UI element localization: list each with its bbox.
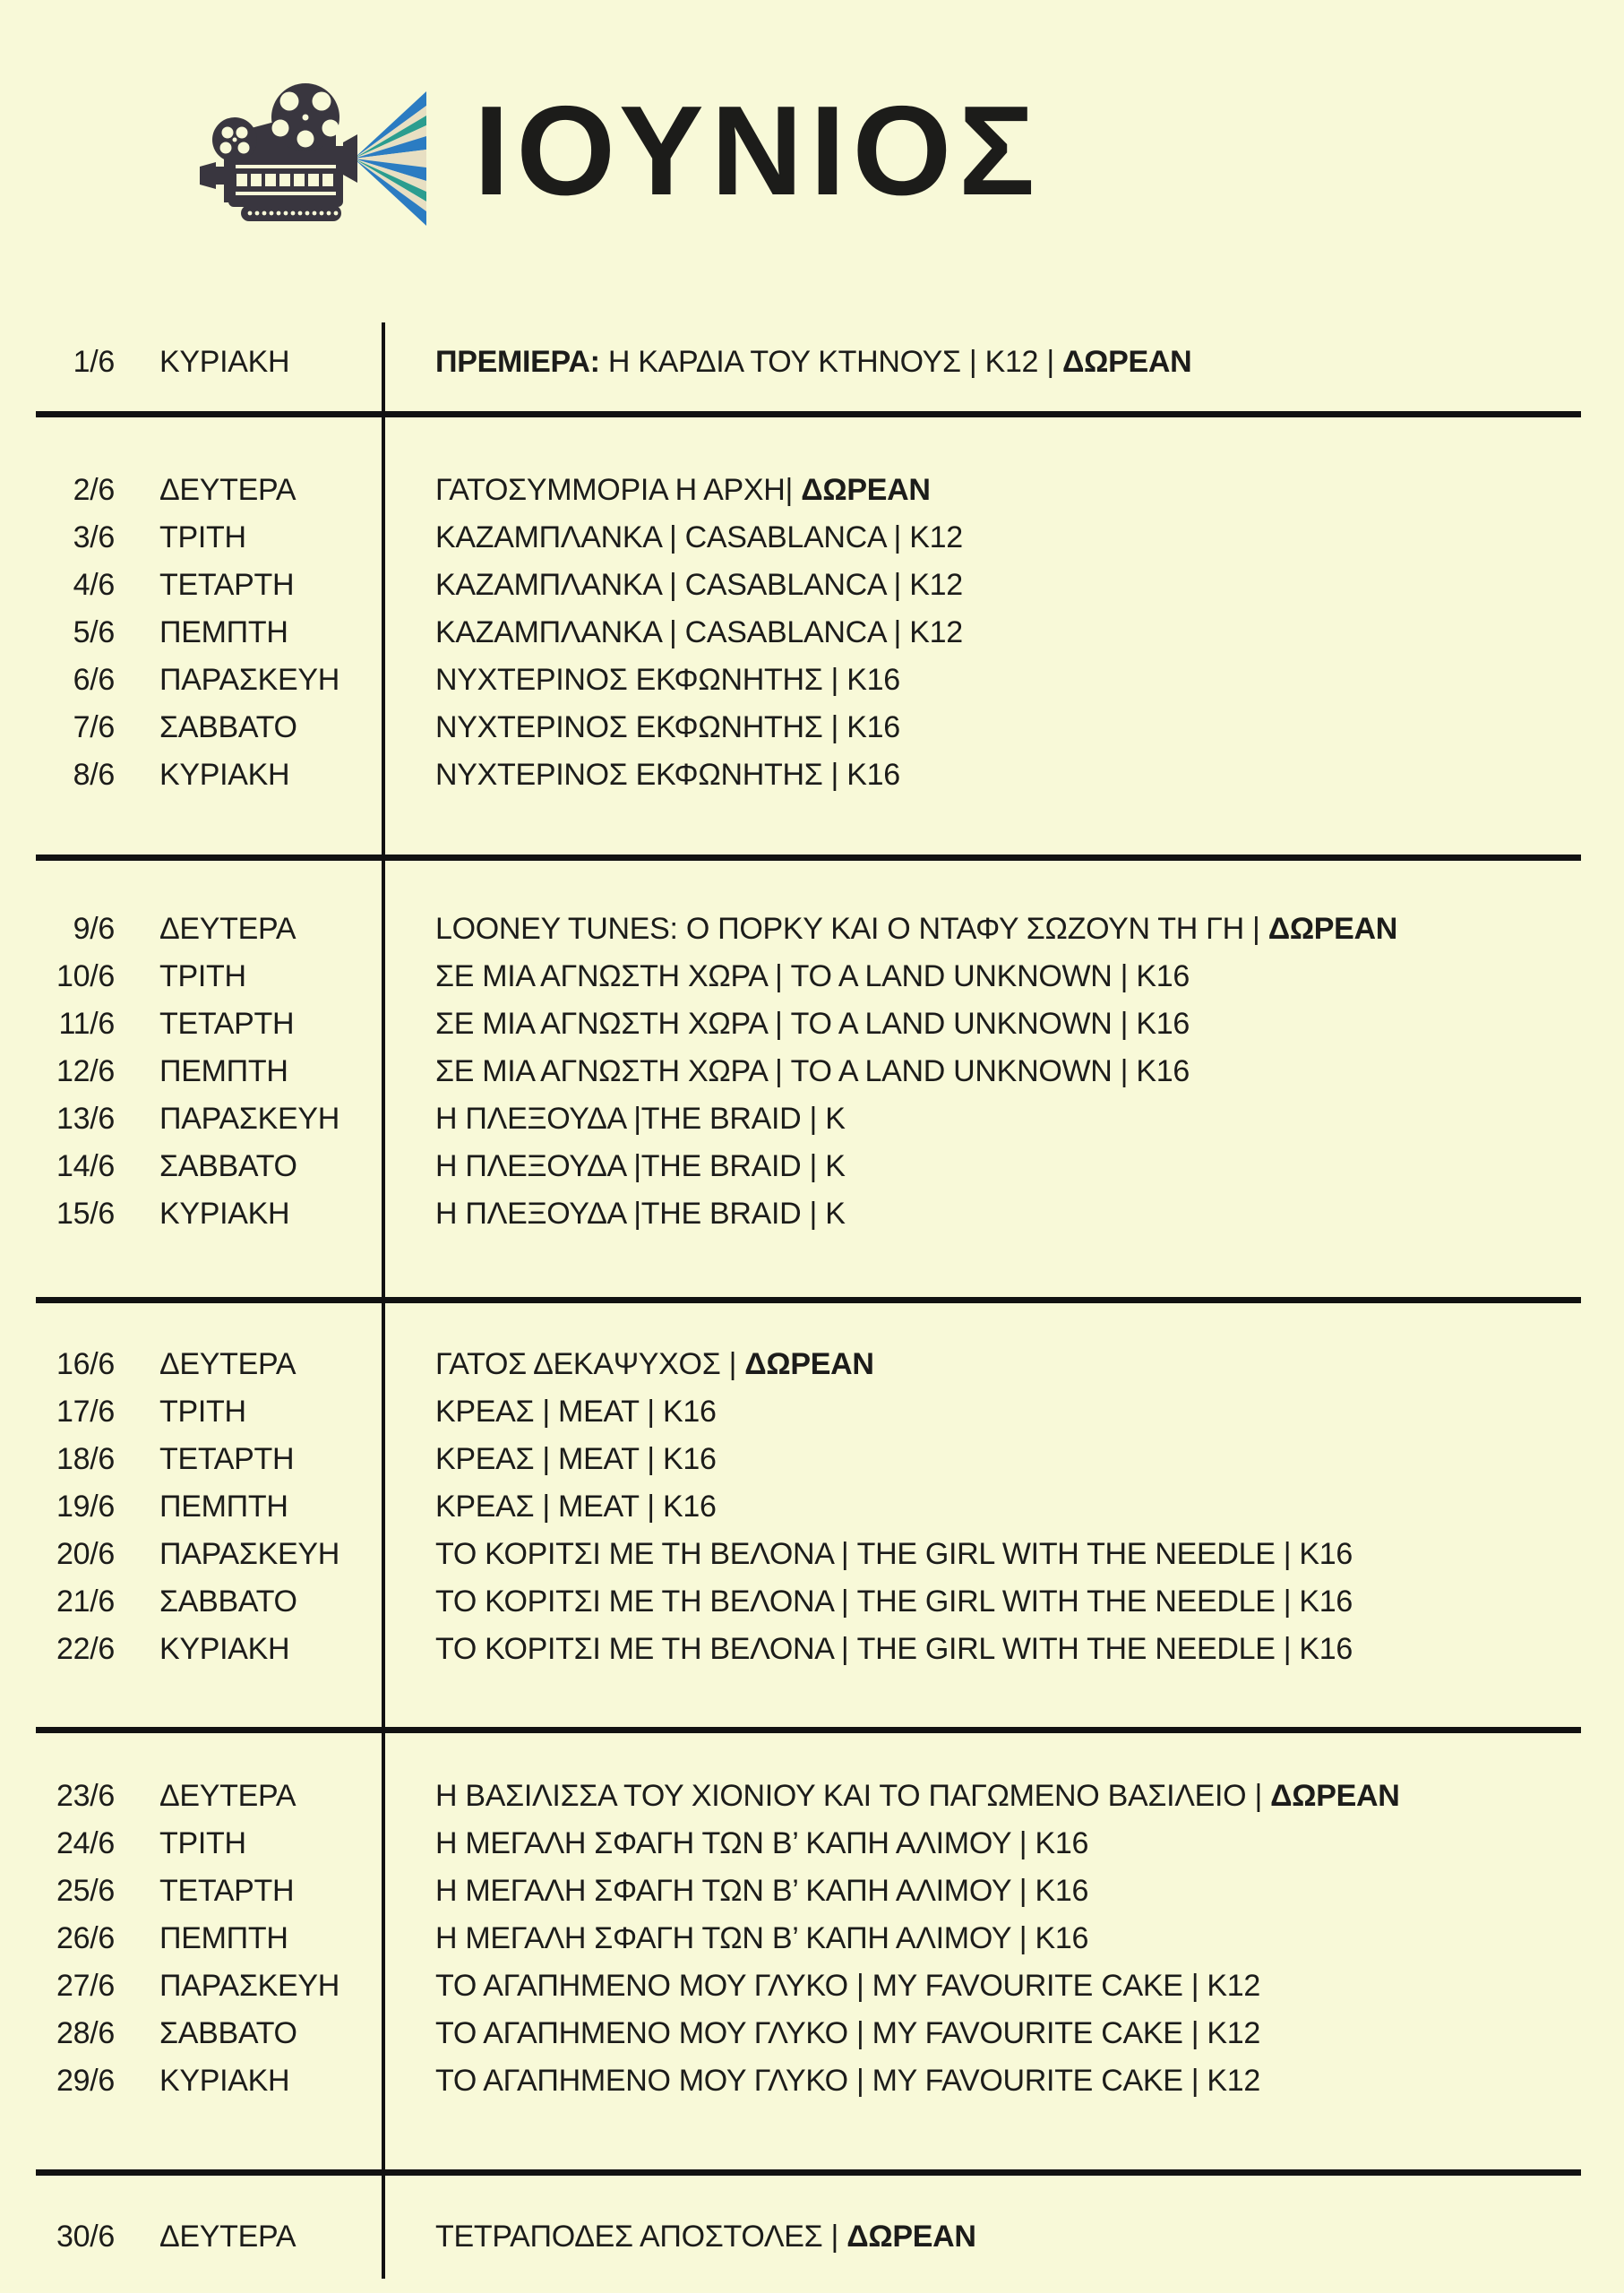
day-cell: ΚΥΡΙΑΚΗ — [159, 1197, 290, 1231]
schedule-row — [36, 1868, 1581, 1915]
date-cell: 8/6 — [73, 758, 115, 792]
program-cell — [435, 912, 1397, 947]
program-text: Η ΚΑΡΔΙΑ ΤΟΥ ΚΤΗΝΟΥΣ | Κ12 | — [599, 345, 1062, 379]
schedule-row — [36, 2213, 1581, 2261]
schedule-row — [36, 1048, 1581, 1095]
program-text: Η ΜΕΓΑΛΗ ΣΦΑΓΗ ΤΩΝ Β’ ΚΑΠΗ ΑΛΙΜΟΥ | Κ16 — [435, 1921, 1089, 1955]
schedule-row — [36, 1190, 1581, 1238]
program-cell — [435, 1102, 846, 1137]
program-text: ΤΟ ΚΟΡΙΤΣΙ ΜΕ ΤΗ ΒΕΛΟΝΑ | THE GIRL WITH THE NEEDLE | Κ16 — [435, 1632, 1353, 1666]
date-cell: 28/6 — [56, 2016, 115, 2050]
date-cell: 21/6 — [56, 1584, 115, 1619]
day-cell: ΣΑΒΒΑΤΟ — [159, 710, 297, 744]
schedule-row — [36, 562, 1581, 609]
schedule-row — [36, 514, 1581, 562]
program-text: ΚΡΕΑΣ | MEAT | Κ16 — [435, 1490, 717, 1524]
day-cell: ΤΕΤΑΡΤΗ — [159, 1442, 295, 1476]
day-cell: ΤΡΙΤΗ — [159, 959, 246, 993]
program-text: ΤΟ ΚΟΡΙΤΣΙ ΜΕ ΤΗ ΒΕΛΟΝΑ | THE GIRL WITH THE NEEDLE | Κ16 — [435, 1584, 1353, 1619]
program-text: Η ΠΛΕΞΟΥΔΑ |THE BRAID | Κ — [435, 1197, 846, 1231]
schedule-row — [36, 1095, 1581, 1143]
date-cell: 1/6 — [73, 345, 115, 379]
program-emphasis: ΔΩΡΕΑΝ — [801, 473, 931, 507]
date-cell: 7/6 — [73, 710, 115, 744]
schedule-section — [36, 2176, 1581, 2279]
schedule-section — [36, 322, 1581, 417]
schedule-row — [36, 2057, 1581, 2105]
program-cell — [435, 663, 900, 698]
program-cell — [435, 1921, 1088, 1956]
program-cell — [435, 1826, 1088, 1861]
program-cell — [435, 959, 1190, 994]
day-cell: ΠΕΜΠΤΗ — [159, 1054, 288, 1088]
date-cell: 29/6 — [56, 2064, 115, 2098]
date-cell: 4/6 — [73, 568, 115, 602]
day-cell: ΠΑΡΑΣΚΕΥΗ — [159, 1969, 339, 2003]
schedule-section — [36, 1303, 1581, 1733]
day-cell: ΔΕΥΤΕΡΑ — [159, 1347, 296, 1381]
program-cell — [435, 710, 900, 745]
program-text: ΣΕ ΜΙΑ ΑΓΝΩΣΤΗ ΧΩΡΑ | TO A LAND UNKNOWN | Κ16 — [435, 1007, 1190, 1041]
schedule-row — [36, 657, 1581, 704]
schedule-row — [36, 751, 1581, 799]
schedule-row — [36, 953, 1581, 1001]
date-cell: 13/6 — [56, 1102, 115, 1136]
program-text: ΤΟ ΚΟΡΙΤΣΙ ΜΕ ΤΗ ΒΕΛΟΝΑ | THE GIRL WITH THE NEEDLE | Κ16 — [435, 1537, 1353, 1571]
program-text: ΤΕΤΡΑΠΟΔΕΣ ΑΠΟΣΤΟΛΕΣ | — [435, 2220, 847, 2254]
program-cell — [435, 1054, 1190, 1089]
schedule-section — [36, 417, 1581, 861]
program-cell — [435, 1007, 1190, 1042]
program-text: Η ΜΕΓΑΛΗ ΣΦΑΓΗ ΤΩΝ Β’ ΚΑΠΗ ΑΛΙΜΟΥ | Κ16 — [435, 1826, 1089, 1860]
schedule-row — [36, 1626, 1581, 1673]
schedule-row — [36, 1962, 1581, 2010]
program-emphasis: ΔΩΡΕΑΝ — [846, 2220, 976, 2254]
schedule-row — [36, 1578, 1581, 1626]
day-cell: ΔΕΥΤΕΡΑ — [159, 2220, 296, 2254]
program-emphasis: ΔΩΡΕΑΝ — [1267, 912, 1398, 946]
date-cell: 23/6 — [56, 1779, 115, 1813]
schedule-row — [36, 1531, 1581, 1578]
header — [0, 0, 1624, 239]
program-cell — [435, 1347, 874, 1382]
program-emphasis: ΔΩΡΕΑΝ — [1062, 345, 1192, 379]
day-cell: ΤΡΙΤΗ — [159, 1395, 246, 1429]
program-text: ΚΑΖΑΜΠΛΑΝΚΑ | CASABLANCA | Κ12 — [435, 615, 963, 649]
day-cell: ΠΕΜΠΤΗ — [159, 615, 288, 649]
schedule-row — [36, 704, 1581, 751]
day-cell: ΠΕΜΠΤΗ — [159, 1490, 288, 1524]
date-cell: 6/6 — [73, 663, 115, 697]
month-title: ΙΟΥΝΙΟΣ — [474, 79, 1043, 222]
day-cell: ΠΑΡΑΣΚΕΥΗ — [159, 663, 339, 697]
day-cell: ΠΑΡΑΣΚΕΥΗ — [159, 1102, 339, 1136]
date-cell: 19/6 — [56, 1490, 115, 1524]
date-cell: 14/6 — [56, 1149, 115, 1183]
day-cell: ΚΥΡΙΑΚΗ — [159, 2064, 290, 2098]
program-cell — [435, 520, 963, 555]
day-cell: ΣΑΒΒΑΤΟ — [159, 1584, 297, 1619]
schedule-row — [36, 906, 1581, 953]
date-cell: 2/6 — [73, 473, 115, 507]
program-emphasis: ΠΡΕΜΙΕΡΑ: — [435, 345, 600, 379]
program-text: ΣΕ ΜΙΑ ΑΓΝΩΣΤΗ ΧΩΡΑ | TO A LAND UNKNOWN | Κ16 — [435, 1054, 1190, 1088]
schedule-row — [36, 1773, 1581, 1820]
program-text: ΣΕ ΜΙΑ ΑΓΝΩΣΤΗ ΧΩΡΑ | TO A LAND UNKNOWN | Κ16 — [435, 959, 1190, 993]
date-cell: 15/6 — [56, 1197, 115, 1231]
film-projector-icon — [191, 64, 460, 238]
schedule-row — [36, 1001, 1581, 1048]
schedule-row — [36, 1341, 1581, 1388]
schedule-row — [36, 1915, 1581, 1962]
program-text: ΚΡΕΑΣ | MEAT | Κ16 — [435, 1442, 717, 1476]
day-cell: ΔΕΥΤΕΡΑ — [159, 912, 296, 946]
date-cell: 10/6 — [56, 959, 115, 993]
schedule — [0, 322, 1624, 2279]
date-cell: 5/6 — [73, 615, 115, 649]
program-cell — [435, 1197, 846, 1232]
program-text: ΓΑΤΟΣΥΜΜΟΡΙΑ Η ΑΡΧΗ| — [435, 473, 802, 507]
program-text: Η ΠΛΕΞΟΥΔΑ |THE BRAID | Κ — [435, 1102, 846, 1136]
date-cell: 20/6 — [56, 1537, 115, 1571]
schedule-row — [36, 1820, 1581, 1868]
date-cell: 11/6 — [58, 1007, 115, 1041]
date-cell: 16/6 — [56, 1347, 115, 1381]
program-cell — [435, 615, 963, 650]
program-cell — [435, 1874, 1088, 1909]
program-text: ΤΟ ΑΓΑΠΗΜΕΝΟ ΜΟΥ ΓΛΥΚΟ | MY FAVOURITE CAKE | Κ12 — [435, 1969, 1260, 2003]
program-cell — [435, 2064, 1260, 2099]
schedule-row — [36, 1483, 1581, 1531]
program-text: Η ΒΑΣΙΛΙΣΣΑ ΤΟΥ ΧΙΟΝΙΟΥ ΚΑΙ ΤΟ ΠΑΓΩΜΕΝΟ ΒΑΣΙΛΕΙΟ | — [435, 1779, 1271, 1813]
schedule-section — [36, 861, 1581, 1303]
day-cell: ΚΥΡΙΑΚΗ — [159, 1632, 290, 1666]
schedule-row — [36, 1436, 1581, 1483]
program-cell — [435, 1584, 1353, 1619]
day-cell: ΤΕΤΑΡΤΗ — [159, 568, 295, 602]
day-cell: ΤΡΙΤΗ — [159, 1826, 246, 1860]
date-cell: 3/6 — [73, 520, 115, 554]
day-cell: ΣΑΒΒΑΤΟ — [159, 1149, 297, 1183]
program-cell — [435, 758, 900, 793]
day-cell: ΚΥΡΙΑΚΗ — [159, 758, 290, 792]
program-cell — [435, 1779, 1400, 1814]
program-cell — [435, 1490, 717, 1524]
program-cell — [435, 1969, 1260, 2004]
day-cell: ΤΕΤΑΡΤΗ — [159, 1874, 295, 1908]
date-cell: 27/6 — [56, 1969, 115, 2003]
projector-beam-fan — [354, 91, 426, 226]
day-cell: ΤΡΙΤΗ — [159, 520, 246, 554]
program-text: ΤΟ ΑΓΑΠΗΜΕΝΟ ΜΟΥ ΓΛΥΚΟ | MY FAVOURITE CAKE | Κ12 — [435, 2016, 1260, 2050]
day-cell: ΣΑΒΒΑΤΟ — [159, 2016, 297, 2050]
program-cell — [435, 1149, 846, 1184]
date-cell: 30/6 — [56, 2220, 115, 2254]
program-cell — [435, 2220, 976, 2254]
schedule-row — [36, 339, 1581, 386]
day-cell: ΠΕΜΠΤΗ — [159, 1921, 288, 1955]
program-text: ΚΑΖΑΜΠΛΑΝΚΑ | CASABLANCA | Κ12 — [435, 520, 963, 554]
date-cell: 24/6 — [56, 1826, 115, 1860]
schedule-row — [36, 609, 1581, 657]
date-cell: 26/6 — [56, 1921, 115, 1955]
program-cell — [435, 2016, 1260, 2051]
program-text: ΝΥΧΤΕΡΙΝΟΣ ΕΚΦΩΝΗΤΗΣ | Κ16 — [435, 663, 900, 697]
program-text: ΝΥΧΤΕΡΙΝΟΣ ΕΚΦΩΝΗΤΗΣ | Κ16 — [435, 710, 900, 744]
program-cell — [435, 1442, 717, 1477]
program-cell — [435, 473, 931, 508]
program-emphasis: ΔΩΡΕΑΝ — [1270, 1779, 1400, 1813]
program-text: Η ΜΕΓΑΛΗ ΣΦΑΓΗ ΤΩΝ Β’ ΚΑΠΗ ΑΛΙΜΟΥ | Κ16 — [435, 1874, 1089, 1908]
schedule-row — [36, 1143, 1581, 1190]
program-text: ΤΟ ΑΓΑΠΗΜΕΝΟ ΜΟΥ ΓΛΥΚΟ | MY FAVOURITE CAKE | Κ12 — [435, 2064, 1260, 2098]
day-cell: ΚΥΡΙΑΚΗ — [159, 345, 290, 379]
program-cell — [435, 568, 963, 603]
program-text: Η ΠΛΕΞΟΥΔΑ |THE BRAID | Κ — [435, 1149, 846, 1183]
program-cell — [435, 1632, 1353, 1667]
program-text: ΚΡΕΑΣ | MEAT | Κ16 — [435, 1395, 717, 1429]
schedule-row — [36, 1388, 1581, 1436]
day-cell: ΤΕΤΑΡΤΗ — [159, 1007, 295, 1041]
date-cell: 18/6 — [56, 1442, 115, 1476]
day-cell: ΠΑΡΑΣΚΕΥΗ — [159, 1537, 339, 1571]
program-cell — [435, 345, 1191, 380]
date-cell: 17/6 — [56, 1395, 115, 1429]
date-cell: 9/6 — [73, 912, 115, 946]
program-text: LOONEY TUNES: Ο ΠΟΡΚΥ ΚΑΙ Ο ΝΤΑΦΥ ΣΩΖΟΥΝ ΤΗ ΓΗ | — [435, 912, 1268, 946]
day-cell: ΔΕΥΤΕΡΑ — [159, 1779, 296, 1813]
date-cell: 25/6 — [56, 1874, 115, 1908]
program-emphasis: ΔΩΡΕΑΝ — [744, 1347, 874, 1381]
schedule-section — [36, 1733, 1581, 2176]
program-text: ΓΑΤΟΣ ΔΕΚΑΨΥΧΟΣ | — [435, 1347, 745, 1381]
day-cell: ΔΕΥΤΕΡΑ — [159, 473, 296, 507]
date-cell: 22/6 — [56, 1632, 115, 1666]
schedule-row — [36, 467, 1581, 514]
program-cell — [435, 1395, 717, 1430]
program-text: ΝΥΧΤΕΡΙΝΟΣ ΕΚΦΩΝΗΤΗΣ | Κ16 — [435, 758, 900, 792]
date-cell: 12/6 — [56, 1054, 115, 1088]
schedule-row — [36, 2010, 1581, 2057]
program-cell — [435, 1537, 1353, 1572]
program-text: ΚΑΖΑΜΠΛΑΝΚΑ | CASABLANCA | Κ12 — [435, 568, 963, 602]
